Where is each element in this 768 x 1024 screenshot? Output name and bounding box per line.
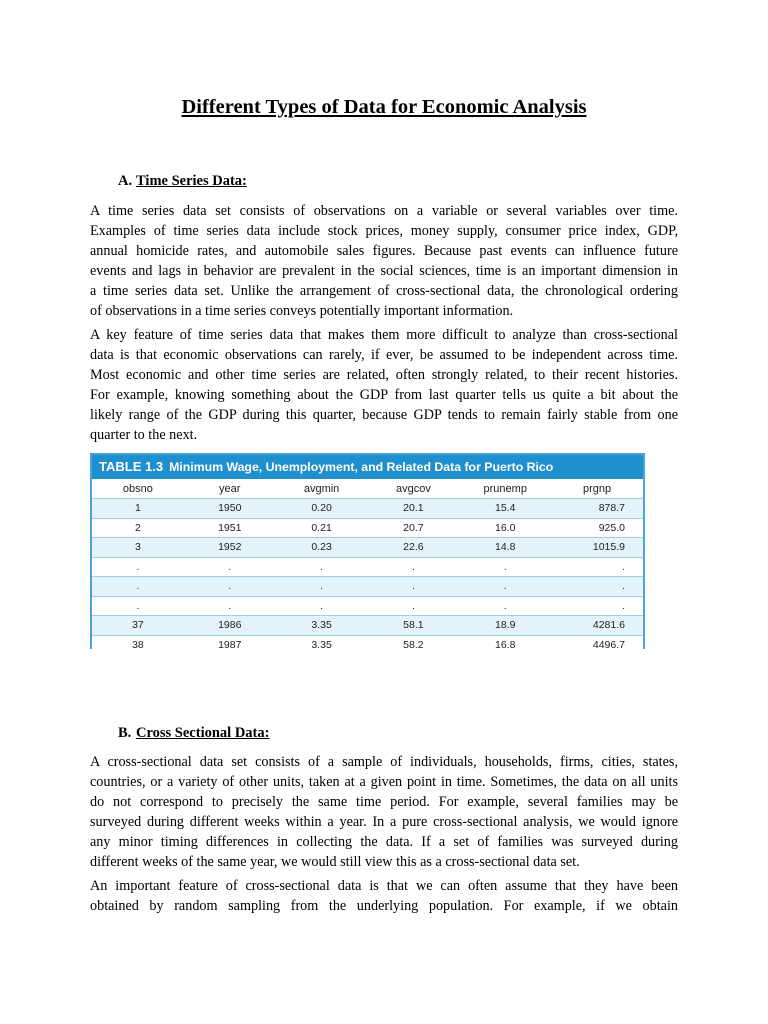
table-cell: 1987 <box>184 635 276 654</box>
table-cell: . <box>551 577 643 597</box>
table-cell: 14.8 <box>459 538 551 558</box>
table-cell: 2 <box>92 518 184 538</box>
column-header-prunemp: prunemp <box>459 479 551 499</box>
table-cell: 0.23 <box>276 538 368 558</box>
table-cell: . <box>367 596 459 616</box>
table-row <box>92 538 643 558</box>
table-cell: 37 <box>92 616 184 636</box>
column-header-avgmin: avgmin <box>276 479 368 499</box>
table-cell: . <box>184 557 276 577</box>
table-cell: 58.1 <box>367 616 459 636</box>
paragraph-line: obtained by random sampling from the underlying population. For example, if we obtain <box>90 898 678 915</box>
section-b-letter: B. <box>118 725 132 741</box>
paragraph-line: An important feature of cross-sectional data is that we can often assume that they have been <box>90 878 678 894</box>
table-cell: 3 <box>92 538 184 558</box>
table-cell: 22.6 <box>367 538 459 558</box>
table-row <box>92 635 643 654</box>
table-cell: . <box>92 557 184 577</box>
paragraph-line: Most economic and other time series are related, often strongly related, to their recent histories. <box>90 367 678 384</box>
table-row <box>92 596 643 616</box>
column-header-year: year <box>184 479 276 499</box>
table-cell: . <box>459 596 551 616</box>
data-table <box>92 479 643 654</box>
table-cell: 1015.9 <box>551 538 643 558</box>
table-cell: . <box>276 596 368 616</box>
column-header-avgcov: avgcov <box>367 479 459 499</box>
table-cell: 1 <box>92 499 184 519</box>
table-cell: 3.35 <box>276 616 368 636</box>
table-caption <box>92 455 643 479</box>
table-cell: 3.35 <box>276 635 368 654</box>
table-cell: . <box>92 596 184 616</box>
table-cell: 58.2 <box>367 635 459 654</box>
table-cell: 0.20 <box>276 499 368 519</box>
table-cell: . <box>551 596 643 616</box>
table-cell: 0.21 <box>276 518 368 538</box>
table-cell: 20.1 <box>367 499 459 519</box>
table-row <box>92 518 643 538</box>
paragraph-line: countries, or a variety of other units, taken at a given point in time. Sometimes, the data on all units <box>90 774 678 791</box>
table-header-row <box>92 479 643 499</box>
table-cell: . <box>92 577 184 597</box>
paragraph-line: of observations in a time series conveys potentially important information. <box>90 303 514 320</box>
section-b-heading-text: Cross Sectional Data: <box>136 725 270 741</box>
table-cell: . <box>184 596 276 616</box>
document-title: Different Types of Data for Economic Analysis <box>181 96 587 118</box>
table-cell: 15.4 <box>459 499 551 519</box>
table-cell: . <box>459 557 551 577</box>
table-cell: 16.0 <box>459 518 551 538</box>
paragraph-line: Examples of time series data include stock prices, money supply, consumer price index, GDP, <box>90 223 678 240</box>
table-cell: 1952 <box>184 538 276 558</box>
paragraph-line: quarter to the next. <box>90 427 198 444</box>
paragraph-line: any minor timing differences in collecting the data. If a set of families was surveyed during <box>90 834 678 851</box>
puerto-rico-data-table-figure <box>90 453 645 649</box>
table-cell: . <box>276 577 368 597</box>
section-a-paragraph-2 <box>90 325 678 446</box>
table-cell: . <box>367 577 459 597</box>
table-row <box>92 577 643 597</box>
table-cell: 1951 <box>184 518 276 538</box>
table-cell: 925.0 <box>551 518 643 538</box>
paragraph-line: likely range of the GDP during this quarter, because GDP tends to remain fairly stable from one <box>90 407 678 424</box>
paragraph-line: surveyed during different weeks within a year. In a pure cross-sectional analysis, we would ignore <box>90 814 678 831</box>
table-cell: . <box>551 557 643 577</box>
section-b-paragraph-2 <box>90 876 678 916</box>
table-cell: . <box>276 557 368 577</box>
paragraph-line: do not correspond to precisely the same time period. For example, several families may be <box>90 794 678 811</box>
paragraph-line: A time series data set consists of observations on a variable or several variables over time. <box>90 203 678 219</box>
table-row <box>92 616 643 636</box>
paragraph-line: events and lags in behavior are prevalent in the social sciences, time is an important dimension in <box>90 263 678 280</box>
column-header-prgnp: prgnp <box>551 479 643 499</box>
section-a-paragraph-1 <box>90 201 678 322</box>
table-cell: . <box>184 577 276 597</box>
table-row <box>92 557 643 577</box>
table-cell: 16.8 <box>459 635 551 654</box>
paragraph-line: a time series data set. Unlike the arrangement of cross-sectional data, the chronological ordering <box>90 283 678 300</box>
paragraph-line: data is that economic observations can rarely, if ever, be assumed to be independent across time. <box>90 347 678 364</box>
table-row <box>92 499 643 519</box>
paragraph-line: For example, knowing something about the GDP from last quarter tells us quite a bit about the <box>90 387 678 404</box>
column-header-obsno: obsno <box>92 479 184 499</box>
table-cell: 878.7 <box>551 499 643 519</box>
table-cell: . <box>367 557 459 577</box>
table-cell: 4281.6 <box>551 616 643 636</box>
table-cell: 1950 <box>184 499 276 519</box>
table-cell: 20.7 <box>367 518 459 538</box>
paragraph-line: annual homicide rates, and automobile sales figures. Because past events can influence future <box>90 243 678 260</box>
table-cell: 1986 <box>184 616 276 636</box>
table-label: TABLE 1.3 <box>99 459 164 474</box>
table-cell: 38 <box>92 635 184 654</box>
paragraph-line: A key feature of time series data that makes them more difficult to analyze than cross-sectional <box>90 327 678 343</box>
paragraph-line: different weeks of the same year, we would still view this as a cross-sectional data set. <box>90 854 580 871</box>
table-cell: 18.9 <box>459 616 551 636</box>
table-cell: 4496.7 <box>551 635 643 654</box>
table-cell: . <box>459 577 551 597</box>
section-a-heading <box>118 172 247 190</box>
section-a-letter: A. <box>118 173 133 189</box>
paragraph-line: A cross-sectional data set consists of a sample of individuals, households, firms, cities, states, <box>90 754 678 770</box>
table-caption-text: Minimum Wage, Unemployment, and Related Data for Puerto Rico <box>169 460 554 474</box>
section-b-paragraph-1 <box>90 752 678 873</box>
section-a-heading-text: Time Series Data: <box>136 173 247 189</box>
section-b-heading <box>118 724 269 742</box>
